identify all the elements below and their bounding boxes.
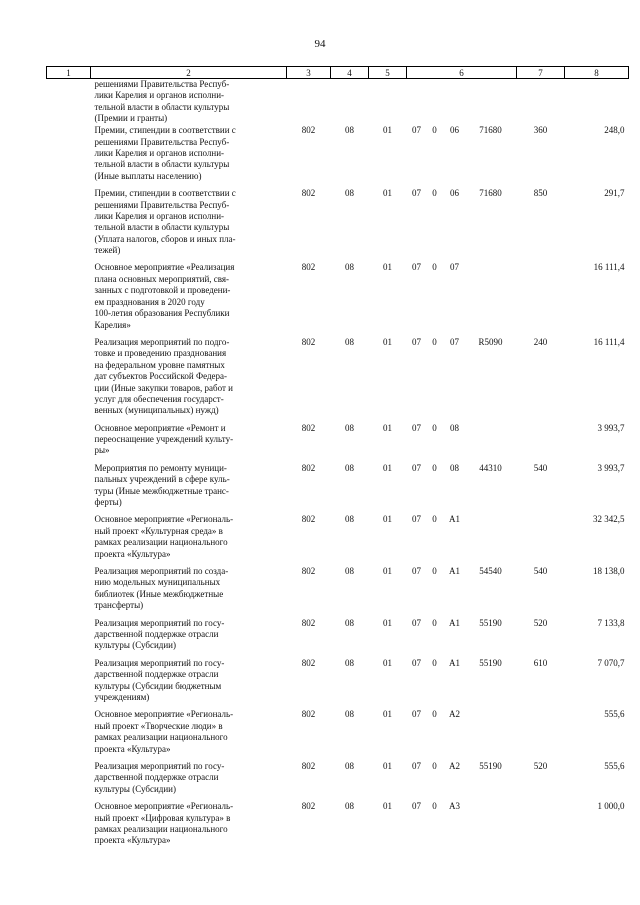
description-line: культуры (Субсидии) bbox=[94, 640, 176, 651]
direction-code: 55190 bbox=[479, 761, 502, 772]
expense-type-cell: 540 bbox=[533, 566, 548, 577]
description-line: дат субъектов Российской Федера- bbox=[94, 371, 228, 382]
ministry-code-cell: 802 bbox=[301, 801, 316, 812]
description-line: решениями Правительства Респуб- bbox=[94, 79, 230, 89]
program-code: 07 bbox=[412, 422, 421, 433]
row-number-cell bbox=[47, 801, 91, 853]
program-code: 07 bbox=[412, 709, 421, 720]
table-row bbox=[47, 262, 629, 336]
table-row bbox=[47, 79, 629, 126]
subprogram-code: 0 bbox=[432, 125, 437, 136]
subprogram-code: 0 bbox=[432, 709, 437, 720]
description-line: Основное мероприятие «Региональ- bbox=[94, 709, 234, 720]
table-row bbox=[47, 423, 629, 463]
event-code: A1 bbox=[449, 617, 460, 628]
event-code: 08 bbox=[450, 422, 459, 433]
column-header: 5 bbox=[369, 67, 407, 79]
section-code-cell: 08 bbox=[345, 801, 354, 812]
event-code: A3 bbox=[449, 801, 460, 812]
description-line: ры» bbox=[94, 445, 110, 456]
event-code: A1 bbox=[449, 657, 460, 668]
event-code: A1 bbox=[449, 514, 460, 525]
amount-cell bbox=[565, 79, 629, 126]
row-number-cell bbox=[47, 514, 91, 566]
description-line: Основное мероприятие «Региональ- bbox=[94, 801, 234, 812]
table-row bbox=[47, 188, 629, 262]
column-header: 2 bbox=[91, 67, 287, 79]
description-line: культуры (Субсидии бюджетным bbox=[94, 680, 222, 691]
description-line: (Премии и гранты) bbox=[94, 113, 168, 124]
event-code: A1 bbox=[449, 566, 460, 577]
column-header: 1 bbox=[47, 67, 91, 79]
section-code-cell: 08 bbox=[345, 262, 354, 273]
subprogram-code: 0 bbox=[432, 566, 437, 577]
program-code: 07 bbox=[412, 336, 421, 347]
direction-code: 71680 bbox=[479, 125, 502, 136]
row-number-cell bbox=[47, 188, 91, 262]
description-line: венных (муниципальных) нужд) bbox=[94, 405, 219, 416]
amount-cell: 16 111,4 bbox=[593, 336, 625, 347]
description-line: Реализация мероприятий по созда- bbox=[94, 566, 229, 577]
program-code: 07 bbox=[412, 514, 421, 525]
subprogram-code: 0 bbox=[432, 514, 437, 525]
subsection-code-cell: 01 bbox=[383, 125, 392, 136]
description-line: переоснащение учреждений культу- bbox=[94, 434, 234, 445]
header-row bbox=[47, 67, 629, 79]
row-number-cell bbox=[47, 79, 91, 126]
row-number-cell bbox=[47, 658, 91, 710]
expense-type-cell: 520 bbox=[533, 761, 548, 772]
description-line: туры (Иные межбюджетные транс- bbox=[94, 485, 229, 496]
table-row bbox=[47, 761, 629, 801]
description-cell bbox=[91, 188, 287, 262]
ministry-code-cell: 802 bbox=[301, 188, 316, 199]
description-cell bbox=[91, 423, 287, 463]
subsection-code-cell: 01 bbox=[383, 188, 392, 199]
description-cell bbox=[91, 262, 287, 336]
description-cell bbox=[91, 709, 287, 761]
ministry-code-cell: 802 bbox=[301, 462, 316, 473]
event-code: 06 bbox=[450, 125, 459, 136]
target-article-cell bbox=[407, 618, 517, 658]
subsection-code-cell: 01 bbox=[383, 514, 392, 525]
subsection-code-cell: 01 bbox=[383, 262, 392, 273]
description-cell bbox=[91, 337, 287, 423]
description-line: Премии, стипендии в соответствии с bbox=[94, 188, 236, 199]
target-article-cell bbox=[407, 262, 517, 336]
description-line: занных с подготовкой и проведени- bbox=[94, 285, 231, 296]
table-row bbox=[47, 566, 629, 618]
amount-cell: 18 138,0 bbox=[593, 566, 625, 577]
program-code: 07 bbox=[412, 188, 421, 199]
subprogram-code: 0 bbox=[432, 801, 437, 812]
table-row bbox=[47, 514, 629, 566]
description-line: Реализация мероприятий по госу- bbox=[94, 761, 225, 772]
description-line: дарственной поддержке отрасли bbox=[94, 772, 219, 783]
amount-cell: 1 000,0 bbox=[597, 801, 625, 812]
row-number-cell bbox=[47, 262, 91, 336]
description-cell bbox=[91, 79, 287, 126]
target-article-cell bbox=[407, 125, 517, 188]
subsection-code-cell: 01 bbox=[383, 709, 392, 720]
event-code: 07 bbox=[450, 336, 459, 347]
row-number-cell bbox=[47, 618, 91, 658]
description-line: Основное мероприятие «Ремонт и bbox=[94, 422, 226, 433]
amount-cell: 7 133,8 bbox=[597, 617, 625, 628]
row-number-cell bbox=[47, 761, 91, 801]
subsection-code-cell: 01 bbox=[383, 462, 392, 473]
description-line: проекта «Культура» bbox=[94, 548, 171, 559]
description-line: рамках реализации национального bbox=[94, 537, 228, 548]
target-article-cell bbox=[407, 79, 517, 126]
subprogram-code: 0 bbox=[432, 617, 437, 628]
description-line: ный проект «Творческие люди» в bbox=[94, 720, 223, 731]
direction-code: 54540 bbox=[479, 566, 502, 577]
target-article-cell bbox=[407, 761, 517, 801]
description-line: Основное мероприятие «Региональ- bbox=[94, 514, 234, 525]
subsection-code-cell bbox=[369, 79, 407, 126]
ministry-code-cell: 802 bbox=[301, 709, 316, 720]
row-number-cell bbox=[47, 337, 91, 423]
description-cell bbox=[91, 761, 287, 801]
description-line: проекта «Культура» bbox=[94, 743, 171, 754]
description-line: Мероприятия по ремонту муници- bbox=[94, 462, 227, 473]
budget-table bbox=[46, 66, 629, 853]
description-line: на федеральном уровне памятных bbox=[94, 359, 225, 370]
subsection-code-cell: 01 bbox=[383, 336, 392, 347]
expense-type-cell bbox=[517, 709, 565, 761]
description-line: тельной власти в области культуры bbox=[94, 101, 230, 112]
amount-cell: 555,6 bbox=[604, 709, 625, 720]
amount-cell: 3 993,7 bbox=[597, 422, 625, 433]
description-line: Карелия» bbox=[94, 319, 131, 330]
expense-type-cell: 610 bbox=[533, 657, 548, 668]
description-line: (Уплата налогов, сборов и иных пла- bbox=[94, 233, 236, 244]
amount-cell: 555,6 bbox=[604, 761, 625, 772]
description-cell bbox=[91, 463, 287, 515]
description-line: Реализация мероприятий по госу- bbox=[94, 657, 225, 668]
description-line: Реализация мероприятий по подго- bbox=[94, 336, 230, 347]
description-cell bbox=[91, 658, 287, 710]
section-code-cell: 08 bbox=[345, 125, 354, 136]
table-body bbox=[47, 79, 629, 853]
subsection-code-cell: 01 bbox=[383, 657, 392, 668]
program-code: 07 bbox=[412, 657, 421, 668]
description-line: тежей) bbox=[94, 245, 121, 256]
column-header: 8 bbox=[565, 67, 629, 79]
event-code: A2 bbox=[449, 761, 460, 772]
description-line: рамках реализации национального bbox=[94, 824, 228, 835]
description-line: культуры (Субсидии) bbox=[94, 783, 176, 794]
subprogram-code: 0 bbox=[432, 657, 437, 668]
expense-type-cell bbox=[517, 262, 565, 336]
description-cell bbox=[91, 514, 287, 566]
column-header: 4 bbox=[331, 67, 369, 79]
description-cell bbox=[91, 801, 287, 853]
direction-code: 71680 bbox=[479, 188, 502, 199]
ministry-code-cell: 802 bbox=[301, 657, 316, 668]
program-code: 07 bbox=[412, 761, 421, 772]
event-code: 08 bbox=[450, 462, 459, 473]
event-code: 07 bbox=[450, 262, 459, 273]
subprogram-code: 0 bbox=[432, 462, 437, 473]
section-code-cell: 08 bbox=[345, 709, 354, 720]
description-cell bbox=[91, 125, 287, 188]
direction-code: 55190 bbox=[479, 657, 502, 668]
ministry-code-cell: 802 bbox=[301, 422, 316, 433]
description-line: 100-летия образования Республики bbox=[94, 308, 230, 319]
target-article-cell bbox=[407, 801, 517, 853]
description-line: лики Карелия и органов исполни- bbox=[94, 210, 225, 221]
expense-type-cell: 850 bbox=[533, 188, 548, 199]
row-number-cell bbox=[47, 463, 91, 515]
subprogram-code: 0 bbox=[432, 761, 437, 772]
description-cell bbox=[91, 566, 287, 618]
description-line: тельной власти в области культуры bbox=[94, 159, 230, 170]
subsection-code-cell: 01 bbox=[383, 617, 392, 628]
target-article-cell bbox=[407, 658, 517, 710]
target-article-cell bbox=[407, 514, 517, 566]
subprogram-code: 0 bbox=[432, 336, 437, 347]
program-code: 07 bbox=[412, 566, 421, 577]
target-article-cell bbox=[407, 188, 517, 262]
program-code: 07 bbox=[412, 462, 421, 473]
subsection-code-cell: 01 bbox=[383, 801, 392, 812]
program-code: 07 bbox=[412, 801, 421, 812]
description-line: (Иные выплаты населению) bbox=[94, 170, 202, 181]
direction-code: 44310 bbox=[479, 462, 502, 473]
expense-type-cell: 240 bbox=[533, 336, 548, 347]
subprogram-code: 0 bbox=[432, 422, 437, 433]
description-cell bbox=[91, 618, 287, 658]
row-number-cell bbox=[47, 709, 91, 761]
program-code: 07 bbox=[412, 125, 421, 136]
description-line: решениями Правительства Респуб- bbox=[94, 136, 230, 147]
column-header: 3 bbox=[287, 67, 331, 79]
target-article-cell bbox=[407, 423, 517, 463]
program-code: 07 bbox=[412, 617, 421, 628]
table-row bbox=[47, 125, 629, 188]
description-line: лики Карелия и органов исполни- bbox=[94, 147, 225, 158]
section-code-cell: 08 bbox=[345, 761, 354, 772]
table-header bbox=[47, 67, 629, 79]
description-line: ферты) bbox=[94, 497, 122, 508]
ministry-code-cell bbox=[287, 79, 331, 126]
expense-type-cell: 360 bbox=[533, 125, 548, 136]
expense-type-cell: 540 bbox=[533, 462, 548, 473]
event-code: A2 bbox=[449, 709, 460, 720]
direction-code: R5090 bbox=[478, 336, 503, 347]
description-line: ный проект «Культурная среда» в bbox=[94, 525, 223, 536]
event-code: 06 bbox=[450, 188, 459, 199]
section-code-cell: 08 bbox=[345, 188, 354, 199]
amount-cell: 248,0 bbox=[604, 125, 625, 136]
page-number: 94 bbox=[314, 38, 326, 50]
expense-type-cell: 520 bbox=[533, 617, 548, 628]
table-row bbox=[47, 618, 629, 658]
description-line: библиотек (Иные межбюджетные bbox=[94, 588, 224, 599]
description-line: рамках реализации национального bbox=[94, 732, 228, 743]
subsection-code-cell: 01 bbox=[383, 761, 392, 772]
section-code-cell: 08 bbox=[345, 566, 354, 577]
description-line: ции (Иные закупки товаров, работ и bbox=[94, 382, 233, 393]
description-line: ем празднования в 2020 году bbox=[94, 296, 205, 307]
table-row bbox=[47, 463, 629, 515]
target-article-cell bbox=[407, 566, 517, 618]
description-line: плана основных мероприятий, свя- bbox=[94, 273, 230, 284]
section-code-cell: 08 bbox=[345, 422, 354, 433]
description-line: проекта «Культура» bbox=[94, 835, 171, 846]
description-line: услуг для обеспечения государст- bbox=[94, 393, 224, 404]
amount-cell: 3 993,7 bbox=[597, 462, 625, 473]
section-code-cell: 08 bbox=[345, 336, 354, 347]
ministry-code-cell: 802 bbox=[301, 566, 316, 577]
amount-cell: 32 342,5 bbox=[593, 514, 625, 525]
section-code-cell: 08 bbox=[345, 617, 354, 628]
ministry-code-cell: 802 bbox=[301, 514, 316, 525]
description-line: дарственной поддержке отрасли bbox=[94, 669, 219, 680]
subprogram-code: 0 bbox=[432, 262, 437, 273]
description-line: дарственной поддержке отрасли bbox=[94, 629, 219, 640]
section-code-cell bbox=[331, 79, 369, 126]
description-line: Премии, стипендии в соответствии с bbox=[94, 125, 236, 136]
description-line: тельной власти в области культуры bbox=[94, 222, 230, 233]
subsection-code-cell: 01 bbox=[383, 566, 392, 577]
amount-cell: 16 111,4 bbox=[593, 262, 625, 273]
description-line: нию модельных муниципальных bbox=[94, 577, 221, 588]
direction-code: 55190 bbox=[479, 617, 502, 628]
section-code-cell: 08 bbox=[345, 514, 354, 525]
program-code: 07 bbox=[412, 262, 421, 273]
table-row bbox=[47, 709, 629, 761]
expense-type-cell bbox=[517, 79, 565, 126]
amount-cell: 7 070,7 bbox=[597, 657, 625, 668]
table-row bbox=[47, 801, 629, 853]
description-line: учреждениям) bbox=[94, 692, 150, 703]
expense-type-cell bbox=[517, 801, 565, 853]
row-number-cell bbox=[47, 423, 91, 463]
target-article-cell bbox=[407, 709, 517, 761]
subprogram-code: 0 bbox=[432, 188, 437, 199]
description-line: решениями Правительства Респуб- bbox=[94, 199, 230, 210]
column-header: 7 bbox=[517, 67, 565, 79]
ministry-code-cell: 802 bbox=[301, 761, 316, 772]
description-line: Основное мероприятие «Реализация bbox=[94, 262, 235, 273]
expense-type-cell bbox=[517, 423, 565, 463]
description-line: лики Карелия и органов исполни- bbox=[94, 90, 225, 101]
table-row bbox=[47, 337, 629, 423]
description-line: пальных учреждений в сфере куль- bbox=[94, 474, 230, 485]
target-article-cell bbox=[407, 337, 517, 423]
section-code-cell: 08 bbox=[345, 462, 354, 473]
row-number-cell bbox=[47, 566, 91, 618]
description-line: товке и проведению празднования bbox=[94, 348, 227, 359]
target-article-cell bbox=[407, 463, 517, 515]
ministry-code-cell: 802 bbox=[301, 336, 316, 347]
ministry-code-cell: 802 bbox=[301, 617, 316, 628]
ministry-code-cell: 802 bbox=[301, 125, 316, 136]
description-line: ный проект «Цифровая культура» в bbox=[94, 812, 231, 823]
expense-type-cell bbox=[517, 514, 565, 566]
ministry-code-cell: 802 bbox=[301, 262, 316, 273]
amount-cell: 291,7 bbox=[604, 188, 625, 199]
section-code-cell: 08 bbox=[345, 657, 354, 668]
subsection-code-cell: 01 bbox=[383, 422, 392, 433]
description-line: трансферты) bbox=[94, 600, 144, 611]
table-row bbox=[47, 658, 629, 710]
description-line: Реализация мероприятий по госу- bbox=[94, 617, 225, 628]
column-header: 6 bbox=[407, 67, 517, 79]
row-number-cell bbox=[47, 125, 91, 188]
